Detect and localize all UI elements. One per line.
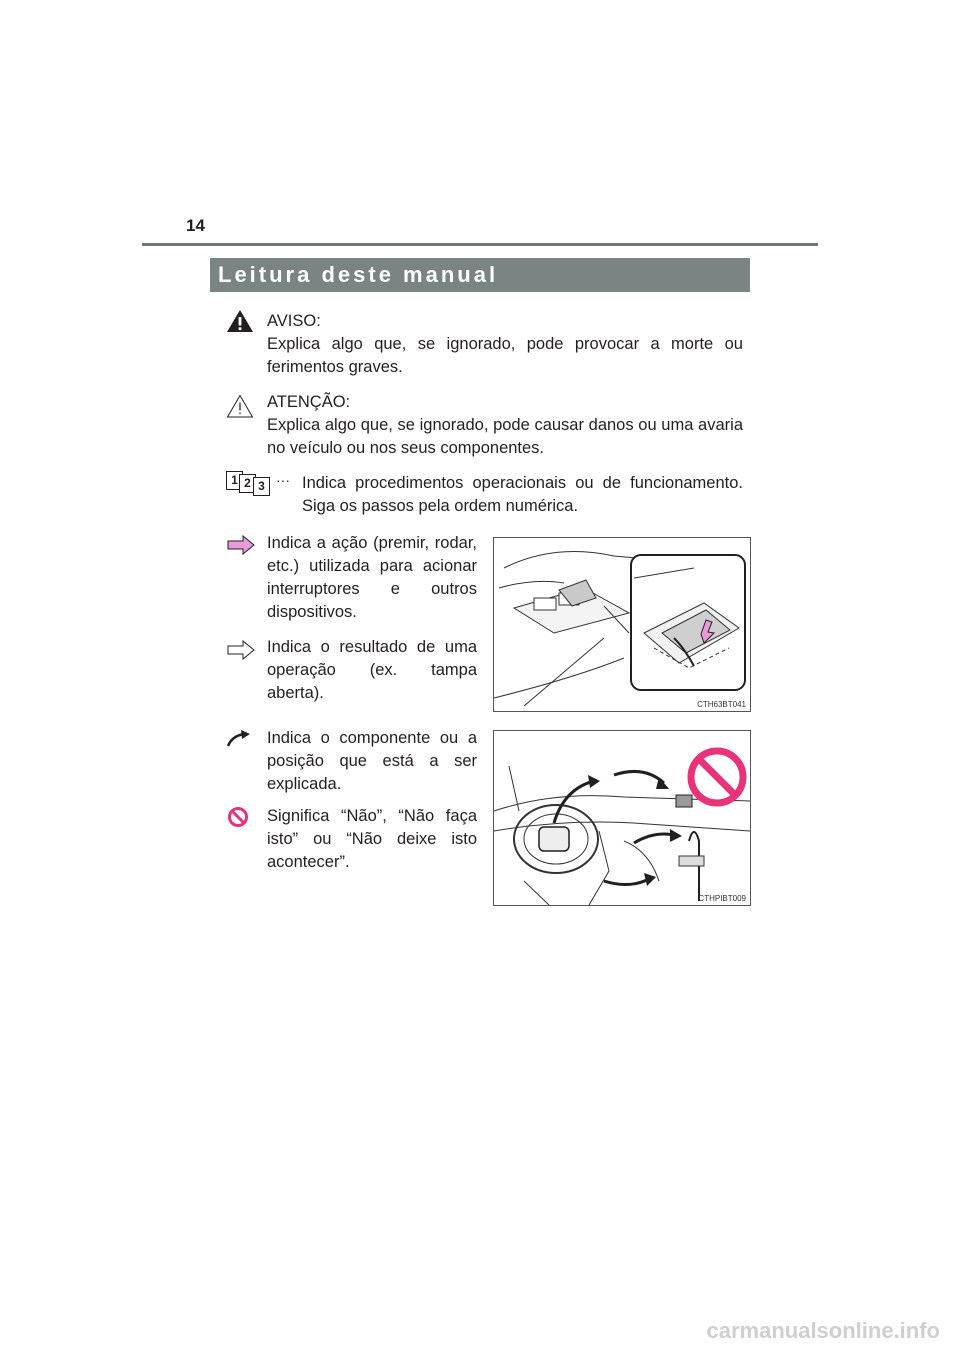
caution-text: Explica algo que, se ignorado, pode causar danos ou uma avaria no veículo ou nos seus componentes. (267, 416, 743, 457)
figure-dashboard (493, 730, 751, 906)
figure-dashboard-drawing (494, 731, 750, 905)
warning-text: Explica algo que, se ignorado, pode provocar a morte ou ferimentos graves. (267, 335, 743, 376)
section-title: Leitura deste manual (218, 262, 499, 287)
step-1-icon: 1 (226, 471, 243, 490)
result-arrow-text: Indica o resultado de uma operação (ex. tampa aberta). (267, 638, 477, 702)
step-2-icon: 2 (239, 474, 256, 493)
figure-overhead-console (493, 537, 751, 712)
figure-dashboard-code: CTHPIBT009 (698, 894, 746, 903)
header-rule (142, 243, 818, 246)
warning-block (267, 310, 743, 379)
warning-label: AVISO: (267, 312, 321, 330)
caution-block (267, 391, 743, 460)
result-arrow-icon (226, 640, 256, 660)
figure-overhead-console-code: CTH63BT041 (697, 700, 746, 709)
page-number: 14 (186, 216, 205, 235)
step-3-icon: 3 (253, 477, 270, 496)
caution-icon (226, 394, 254, 418)
prohibition-text: Significa “Não”, “Não faça isto” ou “Não deixe isto acontecer”. (267, 807, 477, 871)
step-number-icons (226, 471, 276, 495)
watermark: carmanualsonline.info (706, 1318, 940, 1343)
caution-label: ATENÇÃO: (267, 393, 351, 411)
steps-text: Indica procedimentos operacionais ou de funcionamento. Siga os passos pela ordem numérica. (302, 474, 743, 515)
warning-icon (226, 309, 254, 333)
action-arrow-text: Indica a ação (premir, rodar, etc.) utilizada para acionar interruptores e outros dispositivos. (267, 534, 477, 621)
component-arrow-icon (226, 730, 252, 748)
figure-overhead-console-drawing (494, 538, 750, 711)
component-arrow-text: Indica o componente ou a posição que está a ser explicada. (267, 729, 477, 793)
action-arrow-icon (226, 535, 256, 555)
steps-ellipsis: ··· (276, 472, 290, 488)
prohibition-icon (227, 806, 249, 828)
